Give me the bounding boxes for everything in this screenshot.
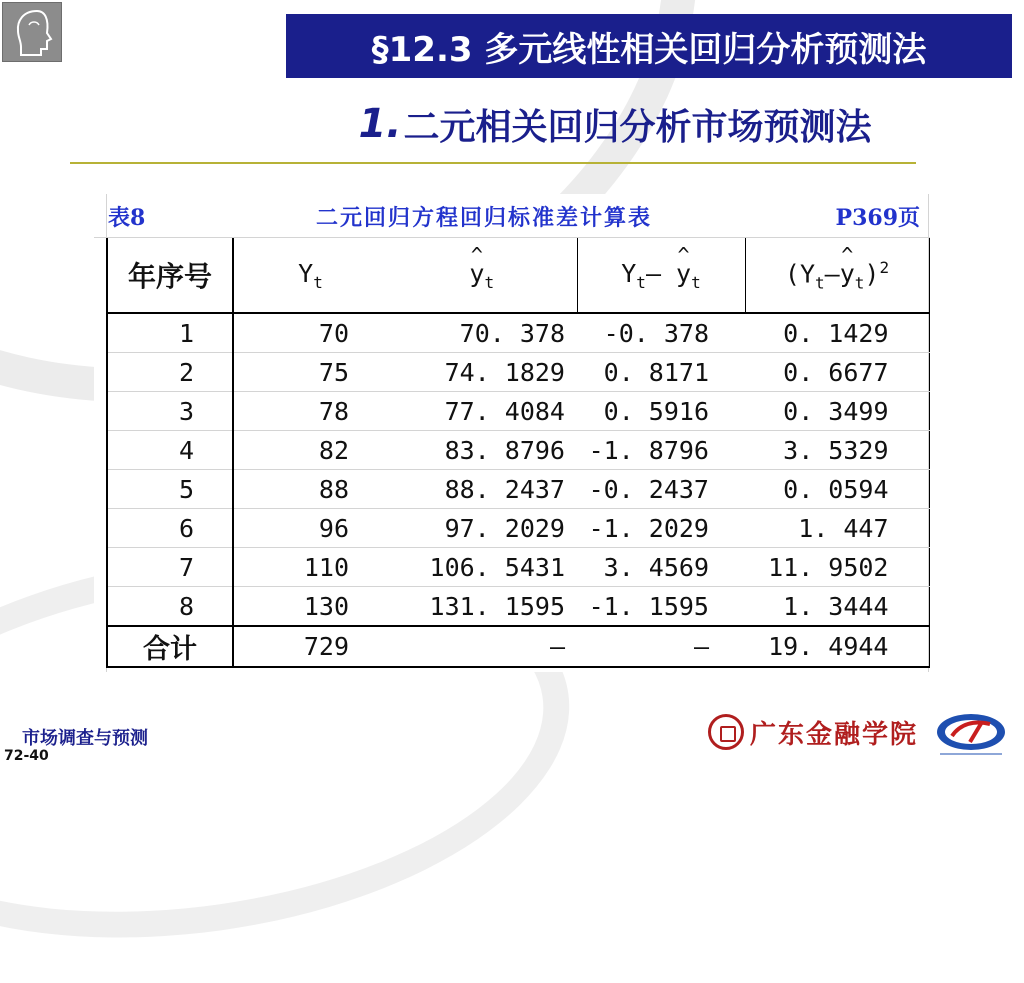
header-diff [577, 238, 745, 313]
header-sq-sub2: t [854, 273, 865, 293]
spreadsheet [94, 194, 930, 672]
college-brand [708, 712, 918, 752]
header-diff-a: Y [621, 258, 637, 288]
header-sq-pow: 2 [879, 257, 890, 277]
head-profile-icon [2, 2, 62, 62]
cell-square: 0. 1429 [745, 313, 929, 353]
cell-y: 82 [233, 431, 387, 470]
table-header-row [107, 238, 929, 313]
table-total-row [107, 626, 929, 667]
cell-diff: 3. 4569 [577, 548, 745, 587]
cell-total-y: 729 [233, 626, 387, 667]
table-row [107, 353, 929, 392]
cell-square: 1. 3444 [745, 587, 929, 627]
cell-diff: -0. 378 [577, 313, 745, 353]
cell-total-yhat: — [387, 626, 577, 667]
college-name: 广东金融学院 [750, 719, 919, 750]
cell-diff: 0. 5916 [577, 392, 745, 431]
header-sq-sub1: t [815, 273, 825, 293]
cell-y: 78 [233, 392, 387, 431]
cell-yhat: 131. 1595 [387, 587, 577, 627]
header-yhat [387, 238, 577, 313]
header-diff-mid: — [645, 258, 677, 288]
cell-y: 110 [233, 548, 387, 587]
cell-y: 96 [233, 509, 387, 548]
cell-diff: -1. 2029 [577, 509, 745, 548]
cell-y: 75 [233, 353, 387, 392]
cell-year: 2 [107, 353, 233, 392]
cell-square: 11. 9502 [745, 548, 929, 587]
table-row [107, 313, 929, 353]
slide-title: §12.3 多元线性相关回归分析预测法 [286, 14, 1012, 78]
cell-yhat: 106. 5431 [387, 548, 577, 587]
cell-year: 8 [107, 587, 233, 627]
subtitle-number: 1. [358, 101, 402, 147]
header-sq-open: (Y [784, 259, 815, 289]
slide-subtitle [290, 96, 940, 152]
cell-square: 0. 0594 [745, 470, 929, 509]
table-row [107, 431, 929, 470]
cell-y: 88 [233, 470, 387, 509]
regression-table [106, 238, 930, 668]
cell-square: 1. 447 [745, 509, 929, 548]
table-row [107, 548, 929, 587]
header-yhat-text: ^ y [469, 259, 484, 288]
header-sq-y: ^ y [840, 259, 855, 288]
cell-yhat: 83. 8796 [387, 431, 577, 470]
cell-year: 4 [107, 431, 233, 470]
subtitle-text: 二元相关回归分析市场预测法 [403, 106, 872, 148]
cell-yhat: 77. 4084 [387, 392, 577, 431]
header-square [745, 238, 929, 313]
cell-square: 0. 6677 [745, 353, 929, 392]
table-row [107, 470, 929, 509]
cell-diff: -0. 2437 [577, 470, 745, 509]
cell-year: 3 [107, 392, 233, 431]
institution-logo-icon [930, 706, 1012, 760]
header-y [233, 238, 387, 313]
college-emblem-icon [708, 714, 744, 750]
header-diff-a-sub: t [636, 272, 646, 292]
cell-year: 5 [107, 470, 233, 509]
header-sq-mid: — [824, 259, 840, 289]
table-caption: 二元回归方程回归标准差计算表 [315, 204, 652, 231]
header-year: 年序号 [107, 238, 233, 313]
cell-square: 0. 3499 [745, 392, 929, 431]
course-name: 市场调查与预测 [22, 728, 148, 749]
cell-square: 3. 5329 [745, 431, 929, 470]
header-y-sub: t [313, 272, 323, 292]
cell-year: 6 [107, 509, 233, 548]
header-sq-close: ) [864, 259, 880, 289]
cell-diff: -1. 8796 [577, 431, 745, 470]
header-yhat-sub: t [484, 272, 495, 292]
cell-total-label: 合计 [107, 626, 233, 667]
cell-yhat: 70. 378 [387, 313, 577, 353]
cell-total-square: 19. 4944 [745, 626, 929, 667]
cell-yhat: 74. 1829 [387, 353, 577, 392]
cell-y: 70 [233, 313, 387, 353]
header-diff-b-sub: t [691, 272, 701, 292]
header-diff-b: ^ y [676, 259, 691, 288]
table-row [107, 587, 929, 627]
cell-diff: 0. 8171 [577, 353, 745, 392]
page-number: 72-40 [4, 748, 49, 764]
header-y-text: Y [298, 258, 314, 288]
cell-yhat: 88. 2437 [387, 470, 577, 509]
cell-year: 7 [107, 548, 233, 587]
cell-yhat: 97. 2029 [387, 509, 577, 548]
page-reference: P369页 [835, 204, 920, 231]
cell-year: 1 [107, 313, 233, 353]
title-divider [70, 162, 916, 164]
cell-y: 130 [233, 587, 387, 627]
table-row [107, 392, 929, 431]
table-row [107, 509, 929, 548]
cell-diff: -1. 1595 [577, 587, 745, 627]
table-label: 表8 [108, 204, 146, 231]
cell-total-diff: — [577, 626, 745, 667]
